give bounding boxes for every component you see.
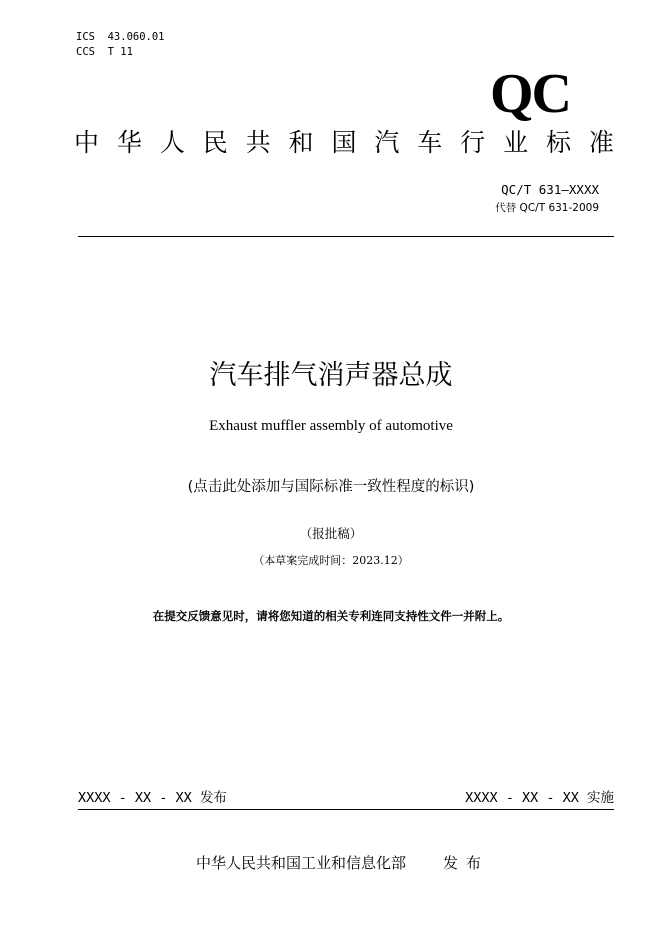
org-char: 华	[116, 128, 142, 157]
header-divider	[78, 236, 614, 237]
org-char: 行	[460, 128, 486, 157]
draft-status: （报批稿）	[299, 526, 363, 541]
standard-number: QC/T 631—XXXX	[501, 182, 599, 197]
org-char: 国	[331, 128, 357, 157]
org-char: 车	[417, 128, 443, 157]
ics-code: ICS 43.060.01	[76, 31, 165, 43]
org-char: 民	[202, 128, 228, 157]
ccs-code: CCS T 11	[76, 46, 133, 58]
org-char: 标	[545, 128, 571, 157]
org-char: 人	[159, 128, 185, 157]
completion-note: （本草案完成时间：2023.12）	[253, 554, 409, 567]
feedback-notice: 在提交反馈意见时，请将您知道的相关专利连同支持性文件一并附上。	[152, 609, 510, 623]
issue-label: 发布	[443, 854, 490, 872]
implement-date: XXXX - XX - XX 实施	[465, 790, 614, 806]
publish-date: XXXX - XX - XX 发布	[78, 790, 227, 806]
org-char: 中	[74, 128, 100, 157]
consistency-note[interactable]: (点击此处添加与国际标准一致性程度的标识)	[187, 479, 475, 495]
footer-divider	[78, 809, 614, 810]
org-char: 和	[288, 128, 314, 157]
org-char: 业	[503, 128, 529, 157]
org-char: 共	[245, 128, 271, 157]
organization-title	[74, 126, 614, 160]
title-english: Exhaust muffler assembly of automotive	[209, 418, 453, 434]
qc-logo: QC	[490, 63, 570, 125]
classification-codes	[76, 30, 165, 60]
title-chinese: 汽车排气消声器总成	[209, 360, 453, 391]
org-char: 汽	[374, 128, 400, 157]
replaces-standard: 代替 QC/T 631-2009	[495, 202, 599, 214]
org-char: 准	[588, 128, 614, 157]
issuing-authority: 中华人民共和国工业和信息化部	[196, 854, 407, 872]
